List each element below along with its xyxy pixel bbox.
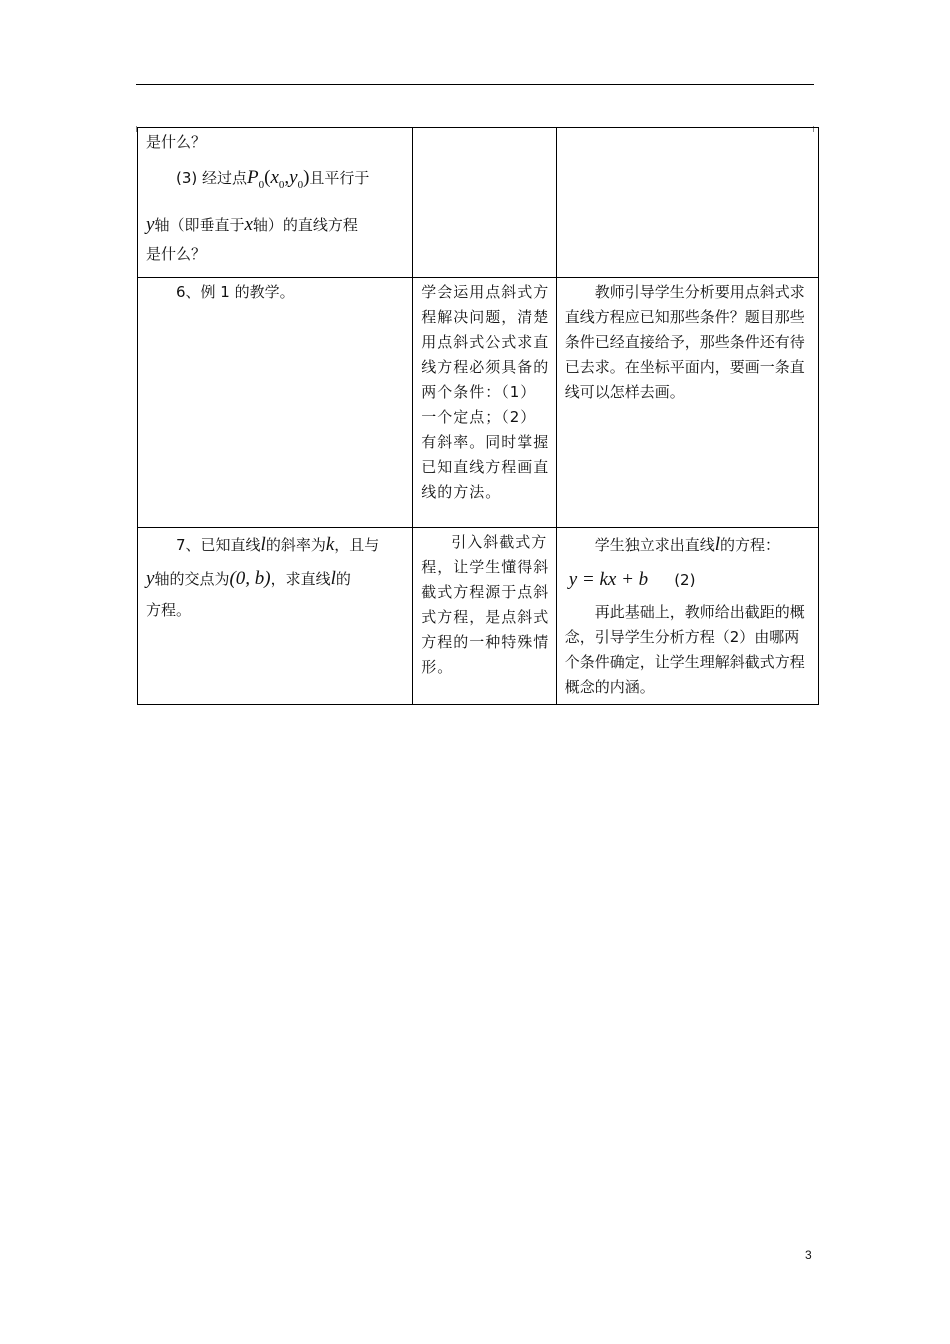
y0: $y_0$ bbox=[289, 167, 304, 191]
x0: $x_0$ bbox=[270, 167, 285, 191]
goal-cell bbox=[413, 128, 557, 278]
line-l-symbol: l bbox=[330, 568, 336, 589]
question-7-line-1: 7、已知直线l的斜率为k，且与 bbox=[176, 534, 380, 555]
question-3-axis-line: y轴（即垂直于x轴）的直线方程 bbox=[146, 213, 358, 235]
question-3-suffix: 且平行于 bbox=[309, 169, 370, 187]
table-row bbox=[138, 528, 819, 705]
y-axis-symbol: y bbox=[146, 568, 155, 589]
activity-cell: 6、例 1 的教学。 bbox=[138, 278, 413, 528]
lesson-plan-table bbox=[137, 127, 819, 705]
activity-cell bbox=[138, 528, 413, 705]
line-l-symbol: l bbox=[714, 534, 721, 555]
method-intro: 学生独立求出直线l的方程： bbox=[594, 534, 781, 555]
method-detail: 再此基础上，教师给出截距的概念，引导学生分析方程（2）由哪两个条件确定，让学生理解斜截式方程概念的内涵。 bbox=[564, 603, 805, 696]
slope-k-symbol: k bbox=[325, 534, 335, 555]
page-number: 3 bbox=[805, 1248, 812, 1262]
point-p0: $P_0$ bbox=[247, 167, 265, 191]
header-rule bbox=[136, 84, 814, 85]
method-cell bbox=[556, 128, 818, 278]
activity-cell bbox=[138, 128, 413, 278]
slope-intercept-formula bbox=[565, 560, 812, 600]
table-row bbox=[138, 278, 819, 528]
goal-cell: 学会运用点斜式方程解决问题，清楚用点斜式公式求直线方程必须具备的两个条件：（1）一个定点；（2）有斜率。同时掌握已知直线方程画直线的方法。 bbox=[413, 278, 557, 528]
table-row bbox=[138, 128, 819, 278]
formula-tag: (2) bbox=[674, 571, 696, 589]
continued-question-end: 是什么？ bbox=[146, 133, 207, 151]
method-cell bbox=[556, 528, 818, 705]
method-cell: 教师引导学生分析要用点斜式求直线方程应已知那些条件？题目那些条件已经直接给予，那些条件还有待已去求。在坐标平面内，要画一条直线可以怎样去画。 bbox=[556, 278, 818, 528]
y-axis-symbol: y bbox=[146, 213, 155, 235]
question-3-prefix: (3) 经过点 bbox=[176, 169, 248, 187]
intercept-point: (0, b) bbox=[229, 568, 271, 589]
formula: y = kx + b bbox=[568, 569, 649, 590]
question-3: (3) 经过点$P_0(x_0,y_0)$且平行于 bbox=[176, 167, 370, 191]
x-axis-symbol: x bbox=[244, 213, 253, 235]
question-7-line-3: 方程。 bbox=[146, 601, 192, 619]
question-7-line-2: y轴的交点为(0, b)，求直线l的 bbox=[146, 568, 351, 589]
question-3-end: 是什么？ bbox=[146, 244, 207, 263]
goal-cell: 引入斜截式方程，让学生懂得斜截式方程源于点斜式方程，是点斜式方程的一种特殊情形。 bbox=[413, 528, 557, 705]
line-l-symbol: l bbox=[260, 534, 266, 555]
